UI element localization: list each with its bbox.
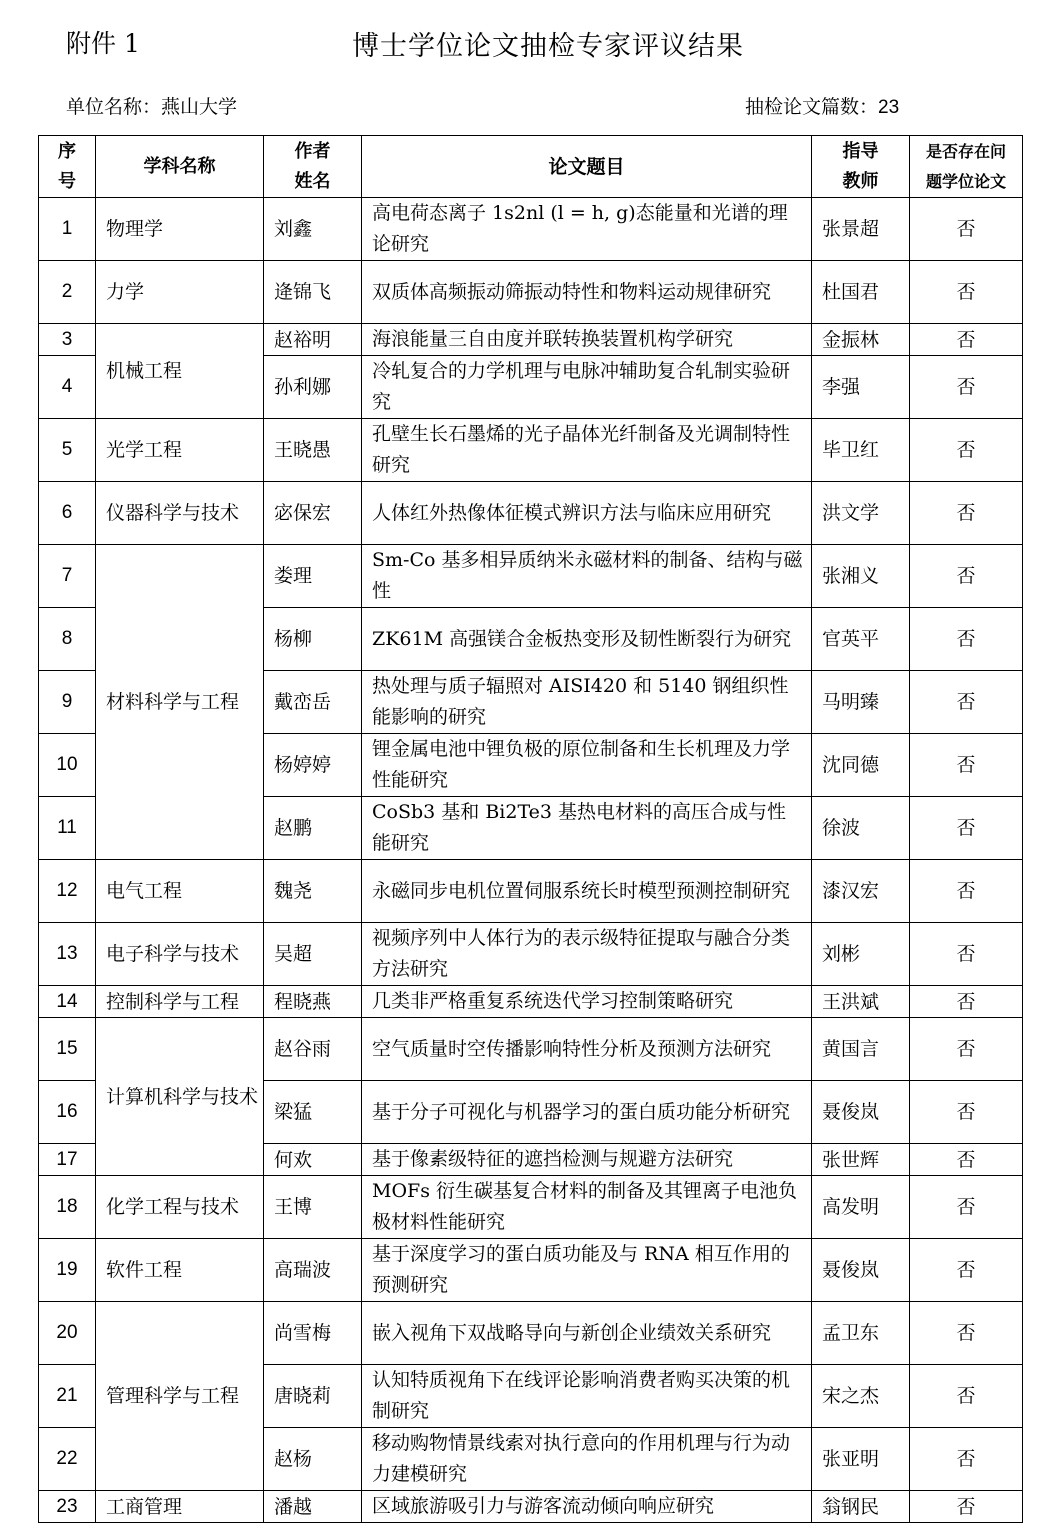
cell-problem: 否 — [910, 1018, 1023, 1081]
table-header-row — [39, 136, 1023, 198]
results-table — [38, 135, 1023, 1523]
cell-problem: 否 — [910, 986, 1023, 1018]
cell-problem: 否 — [910, 797, 1023, 860]
cell-topic: 基于像素级特征的遮挡检测与规避方法研究 — [362, 1144, 812, 1176]
cell-topic: 锂金属电池中锂负极的原位制备和生长机理及力学性能研究 — [362, 734, 812, 797]
cell-author: 宓保宏 — [264, 482, 362, 545]
cell-problem: 否 — [910, 1365, 1023, 1428]
cell-advisor: 毕卫红 — [812, 419, 910, 482]
cell-subject: 仪器科学与技术 — [96, 482, 264, 545]
cell-author: 戴峦岳 — [264, 671, 362, 734]
cell-advisor: 金振林 — [812, 324, 910, 356]
cell-topic: 视频序列中人体行为的表示级特征提取与融合分类方法研究 — [362, 923, 812, 986]
cell-advisor: 沈同德 — [812, 734, 910, 797]
cell-author: 赵谷雨 — [264, 1018, 362, 1081]
table-row — [39, 482, 1023, 545]
cell-subject: 物理学 — [96, 198, 264, 261]
cell-problem: 否 — [910, 1144, 1023, 1176]
cell-author: 赵鹏 — [264, 797, 362, 860]
cell-advisor: 洪文学 — [812, 482, 910, 545]
cell-problem: 否 — [910, 923, 1023, 986]
attachment-label: 附件 1 — [66, 29, 140, 58]
table-row — [39, 1176, 1023, 1239]
cell-subject: 计算机科学与技术 — [96, 1018, 264, 1176]
cell-seq: 10 — [39, 734, 96, 797]
cell-topic: ZK61M 高强镁合金板热变形及韧性断裂行为研究 — [362, 608, 812, 671]
table-row — [39, 860, 1023, 923]
cell-advisor: 漆汉宏 — [812, 860, 910, 923]
document-title: 博士学位论文抽检专家评议结果 — [352, 31, 744, 62]
cell-author: 唐晓莉 — [264, 1365, 362, 1428]
cell-topic: 基于深度学习的蛋白质功能及与 RNA 相互作用的预测研究 — [362, 1239, 812, 1302]
cell-advisor: 高发明 — [812, 1176, 910, 1239]
paper-count — [745, 92, 899, 119]
cell-author: 杨柳 — [264, 608, 362, 671]
cell-topic: 高电荷态离子 1s2nl (l = h, g)态能量和光谱的理论研究 — [362, 198, 812, 261]
cell-subject: 机械工程 — [96, 324, 264, 419]
cell-seq: 9 — [39, 671, 96, 734]
cell-seq: 22 — [39, 1428, 96, 1491]
cell-problem: 否 — [910, 545, 1023, 608]
cell-advisor: 张景超 — [812, 198, 910, 261]
cell-advisor: 王洪斌 — [812, 986, 910, 1018]
col-advisor-header: 指导 教师 — [812, 136, 910, 198]
cell-seq: 20 — [39, 1302, 96, 1365]
paper-count-label: 抽检论文篇数： — [745, 96, 879, 118]
cell-topic: 区域旅游吸引力与游客流动倾向响应研究 — [362, 1491, 812, 1523]
cell-subject: 化学工程与技术 — [96, 1176, 264, 1239]
cell-seq: 19 — [39, 1239, 96, 1302]
cell-problem: 否 — [910, 734, 1023, 797]
cell-topic: 嵌入视角下双战略导向与新创企业绩效关系研究 — [362, 1302, 812, 1365]
cell-seq: 2 — [39, 261, 96, 324]
cell-author: 逄锦飞 — [264, 261, 362, 324]
cell-topic: 冷轧复合的力学机理与电脉冲辅助复合轧制实验研究 — [362, 356, 812, 419]
col-problem-header: 是否存在问 题学位论文 — [910, 136, 1023, 198]
cell-topic: 人体红外热像体征模式辨识方法与临床应用研究 — [362, 482, 812, 545]
cell-subject: 光学工程 — [96, 419, 264, 482]
cell-subject: 管理科学与工程 — [96, 1302, 264, 1491]
cell-topic: 基于分子可视化与机器学习的蛋白质功能分析研究 — [362, 1081, 812, 1144]
cell-topic: 认知特质视角下在线评论影响消费者购买决策的机制研究 — [362, 1365, 812, 1428]
cell-seq: 1 — [39, 198, 96, 261]
cell-advisor: 张亚明 — [812, 1428, 910, 1491]
table-row — [39, 986, 1023, 1018]
cell-problem: 否 — [910, 1428, 1023, 1491]
cell-seq: 17 — [39, 1144, 96, 1176]
cell-topic: CoSb3 基和 Bi2Te3 基热电材料的高压合成与性能研究 — [362, 797, 812, 860]
cell-seq: 16 — [39, 1081, 96, 1144]
cell-advisor: 聂俊岚 — [812, 1239, 910, 1302]
cell-problem: 否 — [910, 608, 1023, 671]
cell-seq: 12 — [39, 860, 96, 923]
cell-seq: 13 — [39, 923, 96, 986]
table-row — [39, 198, 1023, 261]
cell-author: 赵裕明 — [264, 324, 362, 356]
cell-topic: 热处理与质子辐照对 AISI420 和 5140 钢组织性能影响的研究 — [362, 671, 812, 734]
cell-seq: 5 — [39, 419, 96, 482]
cell-seq: 3 — [39, 324, 96, 356]
cell-seq: 14 — [39, 986, 96, 1018]
cell-subject: 工商管理 — [96, 1491, 264, 1523]
cell-topic: 孔壁生长石墨烯的光子晶体光纤制备及光调制特性研究 — [362, 419, 812, 482]
cell-seq: 11 — [39, 797, 96, 860]
cell-advisor: 张湘义 — [812, 545, 910, 608]
cell-subject: 材料科学与工程 — [96, 545, 264, 860]
cell-problem: 否 — [910, 324, 1023, 356]
cell-subject: 控制科学与工程 — [96, 986, 264, 1018]
cell-seq: 8 — [39, 608, 96, 671]
cell-subject: 软件工程 — [96, 1239, 264, 1302]
cell-author: 王晓愚 — [264, 419, 362, 482]
cell-topic: 移动购物情景线索对执行意向的作用机理与行为动力建模研究 — [362, 1428, 812, 1491]
cell-topic: 双质体高频振动筛振动特性和物料运动规律研究 — [362, 261, 812, 324]
table-row — [39, 1491, 1023, 1523]
cell-advisor: 杜国君 — [812, 261, 910, 324]
cell-author: 尚雪梅 — [264, 1302, 362, 1365]
cell-author: 梁猛 — [264, 1081, 362, 1144]
table-row — [39, 1018, 1023, 1081]
cell-subject: 电子科学与技术 — [96, 923, 264, 986]
cell-author: 程晓燕 — [264, 986, 362, 1018]
cell-author: 王博 — [264, 1176, 362, 1239]
cell-problem: 否 — [910, 419, 1023, 482]
cell-author: 何欢 — [264, 1144, 362, 1176]
cell-seq: 23 — [39, 1491, 96, 1523]
cell-advisor: 翁钢民 — [812, 1491, 910, 1523]
cell-topic: 几类非严格重复系统迭代学习控制策略研究 — [362, 986, 812, 1018]
table-row — [39, 261, 1023, 324]
table-row — [39, 923, 1023, 986]
cell-problem: 否 — [910, 1302, 1023, 1365]
cell-advisor: 官英平 — [812, 608, 910, 671]
cell-advisor: 黄国言 — [812, 1018, 910, 1081]
cell-author: 杨婷婷 — [264, 734, 362, 797]
paper-count-value: 23 — [878, 97, 900, 118]
cell-topic: Sm-Co 基多相异质纳米永磁材料的制备、结构与磁性 — [362, 545, 812, 608]
cell-problem: 否 — [910, 198, 1023, 261]
col-topic-header: 论文题目 — [362, 136, 812, 198]
cell-problem: 否 — [910, 860, 1023, 923]
col-author-header: 作者 姓名 — [264, 136, 362, 198]
cell-author: 孙利娜 — [264, 356, 362, 419]
cell-author: 高瑞波 — [264, 1239, 362, 1302]
cell-topic: MOFs 衍生碳基复合材料的制备及其锂离子电池负极材料性能研究 — [362, 1176, 812, 1239]
table-row — [39, 1239, 1023, 1302]
cell-topic: 海浪能量三自由度并联转换装置机构学研究 — [362, 324, 812, 356]
cell-topic: 永磁同步电机位置伺服系统长时模型预测控制研究 — [362, 860, 812, 923]
col-seq-header: 序 号 — [39, 136, 96, 198]
cell-author: 吴超 — [264, 923, 362, 986]
cell-author: 刘鑫 — [264, 198, 362, 261]
cell-seq: 4 — [39, 356, 96, 419]
cell-topic: 空气质量时空传播影响特性分析及预测方法研究 — [362, 1018, 812, 1081]
col-subject-header: 学科名称 — [96, 136, 264, 198]
table-row — [39, 545, 1023, 608]
cell-author: 赵杨 — [264, 1428, 362, 1491]
cell-problem: 否 — [910, 261, 1023, 324]
cell-advisor: 徐波 — [812, 797, 910, 860]
unit-name: 单位名称：燕山大学 — [66, 96, 238, 118]
table-row — [39, 324, 1023, 356]
cell-problem: 否 — [910, 1239, 1023, 1302]
cell-author: 潘越 — [264, 1491, 362, 1523]
cell-subject: 力学 — [96, 261, 264, 324]
cell-advisor: 张世辉 — [812, 1144, 910, 1176]
cell-problem: 否 — [910, 1491, 1023, 1523]
cell-seq: 6 — [39, 482, 96, 545]
cell-advisor: 宋之杰 — [812, 1365, 910, 1428]
cell-seq: 18 — [39, 1176, 96, 1239]
cell-problem: 否 — [910, 356, 1023, 419]
cell-advisor: 李强 — [812, 356, 910, 419]
table-row — [39, 1302, 1023, 1365]
cell-seq: 21 — [39, 1365, 96, 1428]
cell-author: 魏尧 — [264, 860, 362, 923]
cell-problem: 否 — [910, 482, 1023, 545]
cell-seq: 7 — [39, 545, 96, 608]
cell-advisor: 刘彬 — [812, 923, 910, 986]
table-row — [39, 419, 1023, 482]
cell-subject: 电气工程 — [96, 860, 264, 923]
cell-advisor: 马明臻 — [812, 671, 910, 734]
cell-seq: 15 — [39, 1018, 96, 1081]
cell-problem: 否 — [910, 671, 1023, 734]
cell-problem: 否 — [910, 1176, 1023, 1239]
cell-advisor: 聂俊岚 — [812, 1081, 910, 1144]
cell-problem: 否 — [910, 1081, 1023, 1144]
cell-advisor: 孟卫东 — [812, 1302, 910, 1365]
cell-author: 娄理 — [264, 545, 362, 608]
